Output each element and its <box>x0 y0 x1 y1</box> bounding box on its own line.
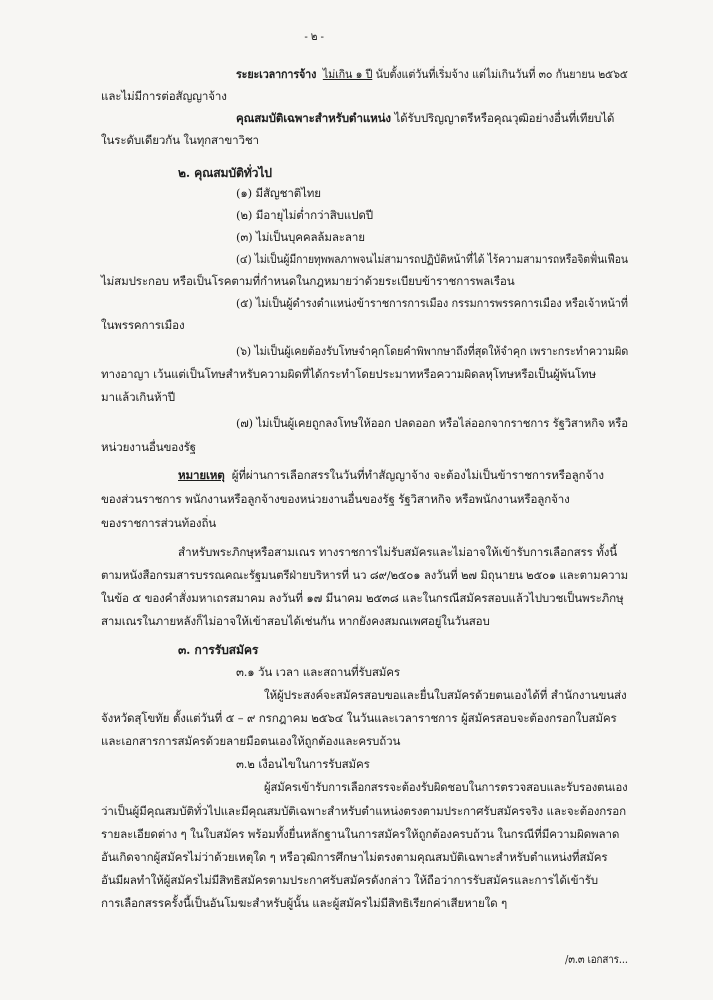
qualification-item: (๖) ไม่เป็นผู้เคยต้องรับโทษจำคุกโดยคำพิพากษาถึงที่สุดให้จำคุก เพราะกระทำความผิด <box>236 344 629 358</box>
qualification-item-cont: ในพรรคการเมือง <box>101 318 185 332</box>
qualification-item: (๗) ไม่เป็นผู้เคยถูกลงโทษให้ออก ปลดออก หรือไล่ออกจากราชการ รัฐวิสาหกิจ หรือ <box>236 416 628 430</box>
application-sub2-line: อันมีผลทำให้ผู้สมัครไม่มีสิทธิสมัครตามประกาศรับสมัครดังกล่าว ให้ถือว่าการรับสมัครและการได้เข้ารับ <box>101 873 598 887</box>
qualification-item-cont: หน่วยงานอื่นของรัฐ <box>101 440 196 454</box>
employment-period-line2: และไม่มีการต่อสัญญาจ้าง <box>101 89 227 103</box>
general-qualifications-heading: ๒. คุณสมบัติทั่วไป <box>178 166 272 180</box>
qualification-item: (๒) มีอายุไม่ต่ำกว่าสิบแปดปี <box>236 208 373 222</box>
qualification-item: (๓) ไม่เป็นบุคคลล้มละลาย <box>236 230 365 244</box>
employment-period-label: ระยะเวลาการจ้าง <box>236 67 317 81</box>
monks-line1: สำหรับพระภิกษุหรือสามเณร ทางราชการไม่รับสมัครและไม่อาจให้เข้ารับการเลือกสรร ทั้งนี้ <box>178 545 618 559</box>
application-sub2-line: อันเกิดจากผู้สมัครไม่ว่าด้วยเหตุใด ๆ หรือวุฒิการศึกษาไม่ตรงตามคุณสมบัติเฉพาะสำหรับตำแหน่งที่สมัคร <box>101 850 608 864</box>
application-sub1-line: และเอกสารการสมัครด้วยลายมือตนเองให้ถูกต้องและครบถ้วน <box>101 734 401 748</box>
qualification-item: (๔) ไม่เป็นผู้มีกายทุพพลภาพจนไม่สามารถปฏิบัติหน้าที่ได้ ไร้ความสามารถหรือจิตฟั่นเฟือน <box>236 252 628 266</box>
position-spec-text: ได้รับปริญญาตรีหรือคุณวุฒิอย่างอื่นที่เทียบได้ <box>394 111 615 125</box>
application-subheading: ๓.๑ วัน เวลา และสถานที่รับสมัคร <box>236 665 400 679</box>
qualification-item-cont: มาแล้วเกินห้าปี <box>101 390 176 404</box>
note-text: ผู้ที่ผ่านการเลือกสรรในวันที่ทำสัญญาจ้าง จะต้องไม่เป็นข้าราชการหรือลูกจ้าง <box>231 468 604 482</box>
note-line3: ของราชการส่วนท้องถิ่น <box>101 516 217 530</box>
employment-period-line <box>236 67 628 82</box>
qualification-item: (๕) ไม่เป็นผู้ดำรงตำแหน่งข้าราชการการเมือง กรรมการพรรคการเมือง หรือเจ้าหน้าที่ <box>236 296 628 310</box>
monks-line4: สามเณรในภายหลังก็ไม่อาจให้เข้าสอบได้เช่นกัน หากยังคงสมณเพศอยู่ในวันสอบ <box>101 614 490 628</box>
application-sub2-line: ผู้สมัครเข้ารับการเลือกสรรจะต้องรับผิดชอบในการตรวจสอบและรับรองตนเอง <box>264 780 628 794</box>
application-sub2-line: รายละเอียดต่าง ๆ ในใบสมัคร พร้อมทั้งยื่นหลักฐานในการสมัครให้ถูกต้องครบถ้วน ในกรณีที่มีความผิดพลาด <box>101 827 620 841</box>
application-sub1-line: ให้ผู้ประสงค์จะสมัครสอบขอและยื่นใบสมัครด้วยตนเองได้ที่ สำนักงานขนส่ง <box>264 688 627 702</box>
application-heading: ๓. การรับสมัคร <box>178 643 259 657</box>
position-spec-label: คุณสมบัติเฉพาะสำหรับตำแหน่ง <box>236 111 391 125</box>
employment-period-text: นับตั้งแต่วันที่เริ่มจ้าง แต่ไม่เกินวันที่ ๓๐ กันยายน ๒๕๖๕ <box>375 67 628 81</box>
employment-period-value: ไม่เกิน ๑ ปี <box>322 67 373 81</box>
position-spec-line <box>236 111 614 126</box>
qualification-item-cont: ไม่สมประกอบ หรือเป็นโรคตามที่กำหนดในกฎหมายว่าด้วยระเบียบข้าราชการพลเรือน <box>101 274 515 288</box>
application-sub1-line: จังหวัดสุโขทัย ตั้งแต่วันที่ ๕ – ๙ กรกฎาคม ๒๕๖๔ ในวันและเวลาราชการ ผู้สมัครสอบจะต้องกรอกใบสมัคร <box>101 711 617 725</box>
note-line2: ของส่วนราชการ พนักงานหรือลูกจ้างของหน่วยงานอื่นของรัฐ รัฐวิสาหกิจ หรือพนักงานหรือลูกจ้าง <box>101 492 570 506</box>
application-sub2-line: การเลือกสรรครั้งนี้เป็นอันโมฆะสำหรับผู้นั้น และผู้สมัครไม่มีสิทธิเรียกค่าเสียหายใด ๆ <box>101 896 508 910</box>
note-line1 <box>178 468 604 483</box>
page-number: - ๒ - <box>304 29 324 43</box>
application-sub2-line: ว่าเป็นผู้มีคุณสมบัติทั่วไปและมีคุณสมบัติเฉพาะสำหรับตำแหน่งตรงตามประกาศรับสมัครจริง และจะต้องกรอก <box>101 804 626 818</box>
note-label: หมายเหตุ <box>178 468 225 482</box>
qualification-item: (๑) มีสัญชาติไทย <box>236 186 321 200</box>
application-subheading: ๓.๒ เงื่อนไขในการรับสมัคร <box>236 757 370 771</box>
monks-line3: ในข้อ ๕ ของคำสั่งมหาเถรสมาคม ลงวันที่ ๑๗ มีนาคม ๒๕๓๘ และในกรณีสมัครสอบแล้วไปบวชเป็นพระภิกษุ <box>101 591 624 605</box>
qualification-item-cont: ทางอาญา เว้นแต่เป็นโทษสำหรับความผิดที่ได้กระทำโดยประมาทหรือความผิดลหุโทษหรือเป็นผู้พ้นโทษ <box>101 367 596 381</box>
continuation-marker: /๓.๓ เอกสาร... <box>565 952 628 966</box>
position-spec-line2: ในระดับเดียวกัน ในทุกสาขาวิชา <box>101 133 259 147</box>
monks-line2: ตามหนังสือกรมสารบรรณคณะรัฐมนตรีฝ่ายบริหารที่ นว ๘๙/๒๕๐๑ ลงวันที่ ๒๗ มิถุนายน ๒๕๐๑ และตามความ <box>101 568 629 582</box>
